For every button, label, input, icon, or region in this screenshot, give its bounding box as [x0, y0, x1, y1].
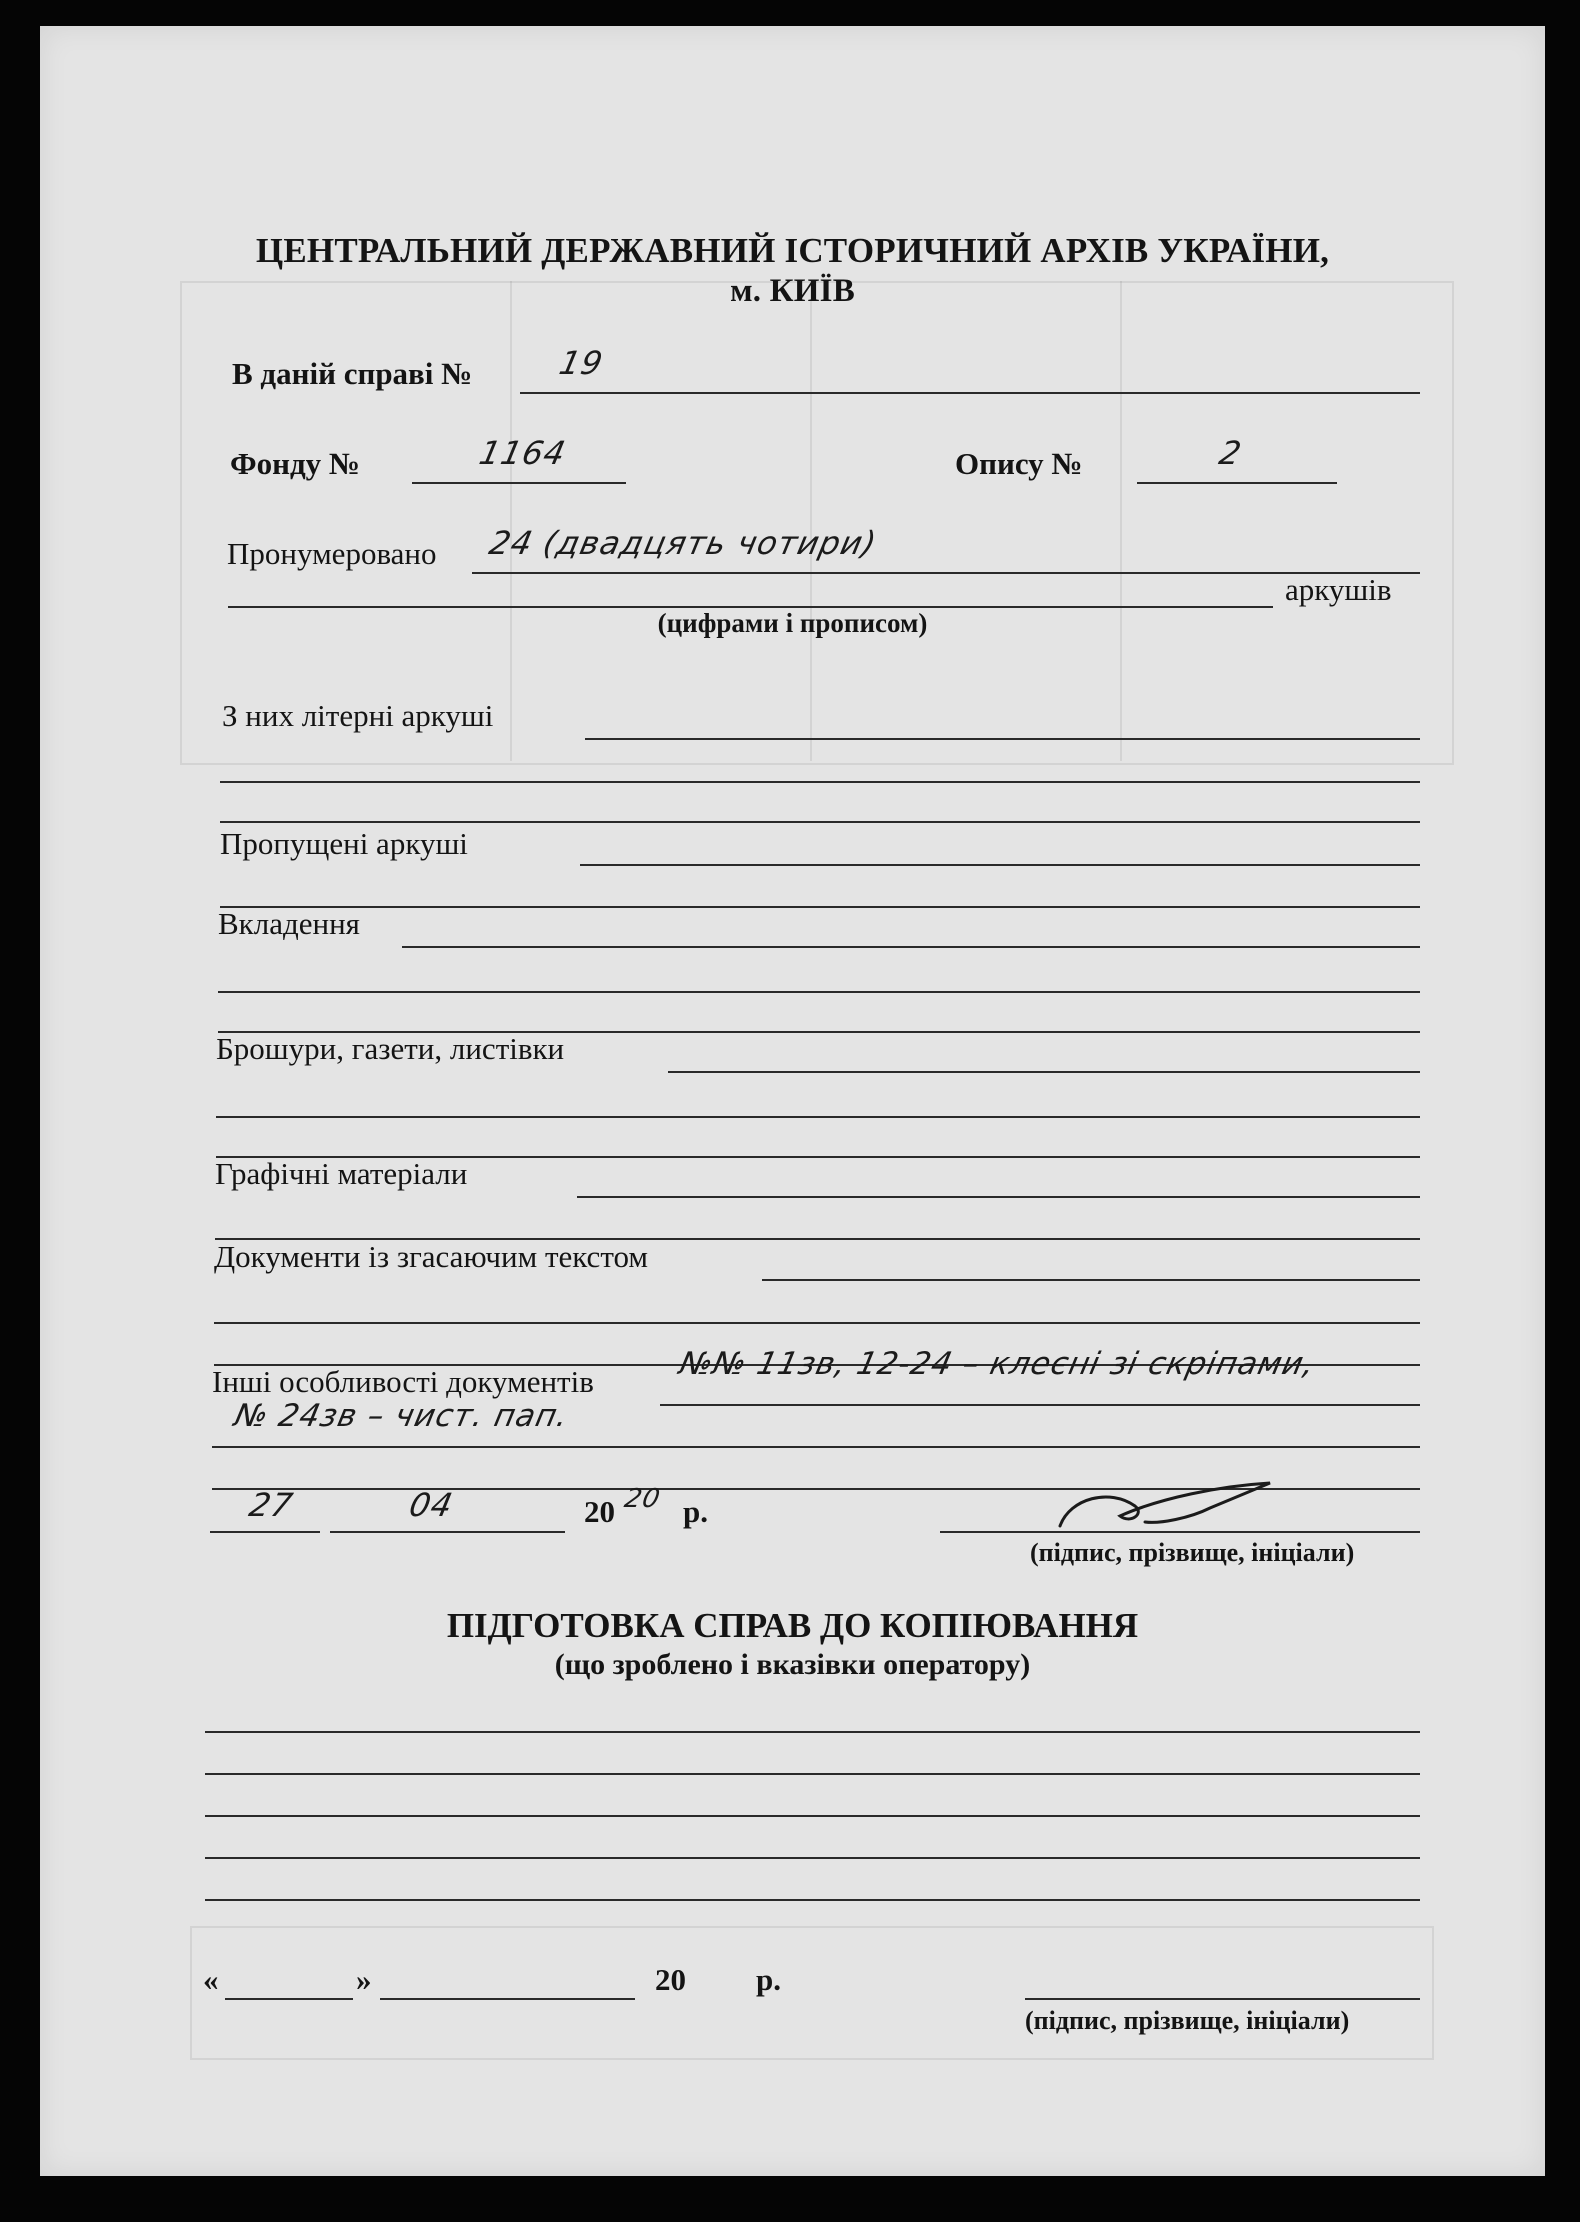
- date-year-prefix: 20: [584, 1494, 615, 1529]
- missed-sheets-line-2: [220, 906, 1420, 908]
- preparation-line-3: [205, 1815, 1420, 1817]
- numbered-value: 24 (двадцять чотири): [485, 524, 881, 562]
- attachments-line: [402, 946, 1420, 948]
- ghost-table-col: [810, 281, 812, 761]
- date-month: 04: [405, 1486, 457, 1524]
- prep-day-line: [225, 1998, 353, 2000]
- brochures-line: [668, 1071, 1420, 1073]
- faded-line: [762, 1279, 1420, 1281]
- preparation-line-1: [205, 1731, 1420, 1733]
- opys-label: Опису №: [955, 446, 1083, 481]
- preparation-subtitle: (що зроблено і вказівки оператору): [554, 1648, 1031, 1681]
- ghost-table-col: [1120, 281, 1122, 761]
- case-line: [520, 392, 1420, 394]
- letter-sheets-line-2: [220, 781, 1420, 783]
- date-month-line: [330, 1531, 565, 1533]
- fond-value: 1164: [475, 434, 570, 472]
- attachments-line-2: [218, 991, 1420, 993]
- date-year-suffix: 20: [621, 1484, 664, 1514]
- preparation-line-2: [205, 1773, 1420, 1775]
- prep-signature-line: [1025, 1998, 1420, 2000]
- other-label: Інші особливості документів: [212, 1364, 594, 1399]
- preparation-line-4: [205, 1857, 1420, 1859]
- case-label: В даній справі №: [232, 356, 473, 391]
- fond-label: Фонду №: [230, 446, 361, 481]
- letter-sheets-line: [585, 738, 1420, 740]
- other-value-line2: № 24зв – чист. пап.: [231, 1398, 572, 1434]
- sheets-label: аркушів: [1285, 572, 1392, 607]
- letter-sheets-line-3: [220, 821, 1420, 823]
- ghost-table-bottom: [190, 1926, 1434, 2060]
- prep-signature-hint: (підпис, прізвище, ініціали): [1025, 2006, 1350, 2035]
- prep-month-line: [380, 1998, 635, 2000]
- numbered-hint: (цифрами і прописом): [657, 608, 928, 638]
- other-line-2: [212, 1446, 1420, 1448]
- archive-city: м. КИЇВ: [730, 273, 855, 309]
- fond-line: [412, 482, 626, 484]
- other-line: [660, 1404, 1420, 1406]
- quote-open: «: [203, 1962, 219, 1997]
- numbered-label: Пронумеровано: [227, 536, 437, 571]
- missed-sheets-label: Пропущені аркуші: [220, 826, 468, 861]
- other-value-line1: №№ 11зв, 12-24 – клеєні зі скріпами,: [676, 1346, 1319, 1382]
- graphics-line: [577, 1196, 1420, 1198]
- letter-sheets-label: З них літерні аркуші: [222, 698, 494, 733]
- date-day: 27: [245, 1486, 297, 1524]
- numbered-line: [472, 572, 1420, 574]
- date-year-mark: р.: [683, 1494, 708, 1529]
- brochures-line-2: [216, 1116, 1420, 1118]
- missed-sheets-line: [580, 864, 1420, 866]
- opys-value: 2: [1215, 434, 1246, 472]
- faded-line-2: [214, 1322, 1420, 1324]
- signature-image: [1040, 1458, 1290, 1538]
- brochures-label: Брошури, газети, листівки: [216, 1031, 565, 1066]
- opys-line: [1137, 482, 1337, 484]
- prep-year-mark: р.: [756, 1962, 781, 1997]
- signature-hint: (підпис, прізвище, ініціали): [1030, 1538, 1355, 1567]
- preparation-title: ПІДГОТОВКА СПРАВ ДО КОПІЮВАННЯ: [446, 1606, 1139, 1645]
- archive-form-page: [40, 26, 1545, 2176]
- faded-label: Документи із згасаючим текстом: [214, 1239, 648, 1274]
- ghost-table-top: [180, 281, 1454, 765]
- attachments-label: Вкладення: [218, 906, 360, 941]
- case-value: 19: [555, 344, 607, 382]
- graphics-label: Графічні матеріали: [215, 1156, 468, 1191]
- prep-year-prefix: 20: [655, 1962, 686, 1997]
- archive-name: ЦЕНТРАЛЬНИЙ ДЕРЖАВНИЙ ІСТОРИЧНИЙ АРХІВ УКРАЇНИ,: [255, 231, 1330, 270]
- preparation-line-5: [205, 1899, 1420, 1901]
- date-day-line: [210, 1531, 320, 1533]
- quote-close: »: [356, 1962, 372, 1997]
- ghost-table-col: [510, 281, 512, 761]
